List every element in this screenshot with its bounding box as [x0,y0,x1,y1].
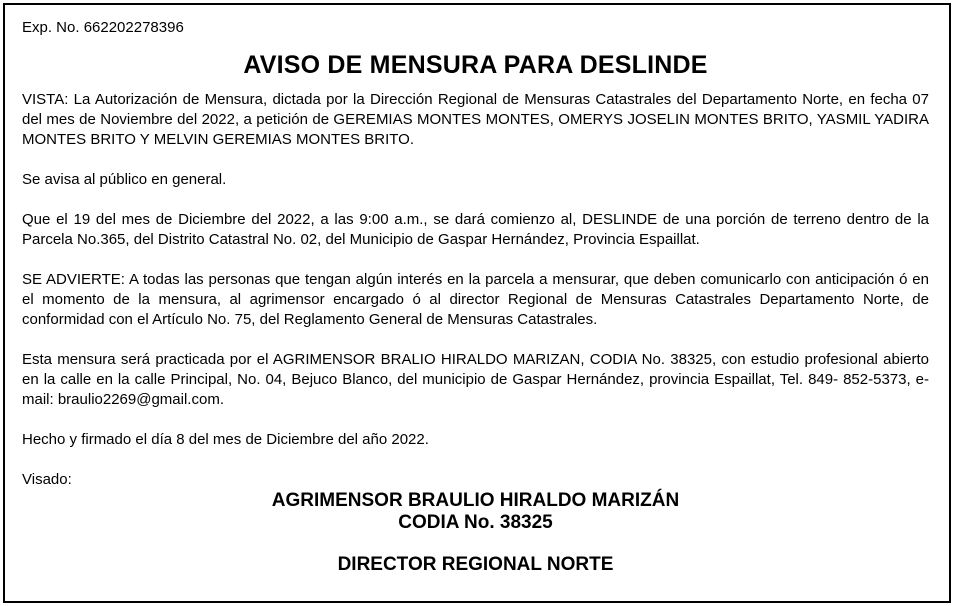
visado-label: Visado: [22,471,72,488]
paragraph-public-notice: Se avisa al público en general. [22,171,227,188]
paragraph-surveyor-info: Esta mensura será practicada por el AGRIMENSOR BRALIO HIRALDO MARIZAN, CODIA No. 38325, con estudio profesional abierto en la calle en la calle Principal, No. 04, Bejuco Blanco, del municipio de Gaspar Hernández, provincia Espaillat, Tel. 849- 852-5373, e-mail: braulio2269@gmail.com. [22,351,929,408]
signatory-name: AGRIMENSOR BRAULIO HIRALDO MARIZÁN [271,490,680,511]
signatory-codia: CODIA No. 38325 [398,512,553,533]
paragraph-advertencia: SE ADVIERTE: A todas las personas que tengan algún interés en la parcela a mensurar, que deben comunicarlo con anticipación ó en el momento de la mensura, al agrimensor encargado ó al director Regional de Mensuras Catastrales Departamento Norte, de conformidad con el Artículo No. 75, del Reglamento General de Mensuras Catastrales. [22,271,929,328]
paragraph-signed-date: Hecho y firmado el día 8 del mes de Diciembre del año 2022. [22,431,429,448]
paragraph-vista: VISTA: La Autorización de Mensura, dictada por la Dirección Regional de Mensuras Catastrales del Departamento Norte, en fecha 07 del mes de Noviembre del 2022, a petición de GEREMIAS MONTES MONTES, OMERYS JOSELIN MONTES BRITO, YASMIL YADIRA MONTES BRITO Y MELVIN GEREMIAS MONTES BRITO. [22,91,929,148]
expedient-number: Exp. No. 662202278396 [22,19,184,36]
notice-border [3,3,951,603]
notice-content [22,18,929,576]
paragraph-deslinde-date: Que el 19 del mes de Diciembre del 2022, a las 9:00 a.m., se dará comienzo al, DESLINDE de una porción de terreno dentro de la Parcela No.365, del Distrito Catastral No. 02, del Municipio de Gaspar Hernández, Provincia Espaillat. [22,211,929,248]
signatory-position: DIRECTOR REGIONAL NORTE [337,554,614,575]
notice-title: AVISO DE MENSURA PARA DESLINDE [243,51,708,79]
